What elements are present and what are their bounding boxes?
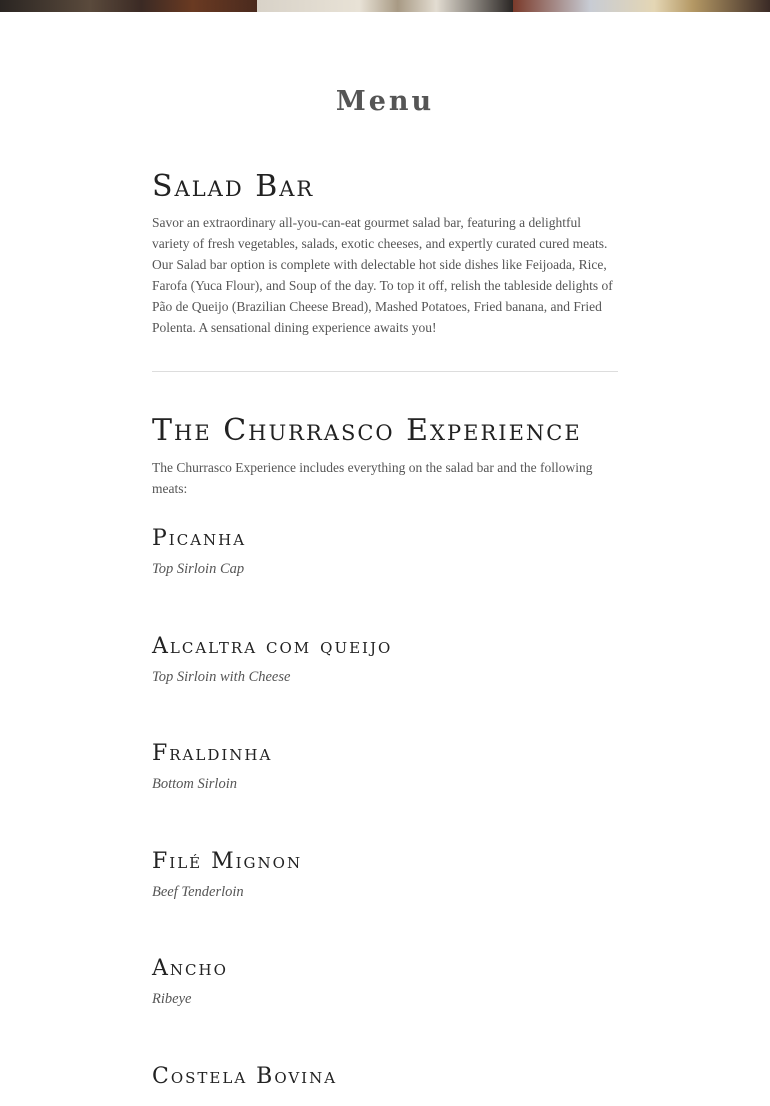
meat-item [152,633,618,741]
meat-item-description: Top Sirloin Cap [152,561,245,577]
food-photo-1 [0,0,257,12]
meat-item [152,955,618,1063]
salad-bar-description: Savor an extraordinary all-you-can-eat gourmet salad bar, featuring a delightful variety of fresh vegetables, salads, exotic cheeses, and expertly curated cured meats. Our Salad bar option is complete with delectable hot side dishes like Feijoada, Rice, Farofa (Yuca Flour), and Soup of the day. To top it off, relish the tableside delights of Pão de Queijo (Brazilian Cheese Bread), Mashed Potatoes, Fried banana, and Fried Polenta. A sensational dining experience awaits you! [152,215,613,335]
section-divider [152,371,618,372]
meat-item-description: Beef Tenderloin [152,883,244,900]
meat-item [152,740,618,848]
meat-item-name: Fraldinha [152,741,273,766]
churrasco-section [152,412,618,1106]
food-photo-3 [513,0,770,12]
food-photo-2 [257,0,514,12]
salad-bar-section [152,168,618,338]
churrasco-heading: The Churrasco Experience [152,413,582,448]
meat-item-description: Top Sirloin with Cheese [152,668,291,685]
meat-item-name: Picanha [152,526,247,551]
menu-title: Menu [335,86,435,117]
meat-item [152,1063,618,1106]
header-photo-strip [0,0,770,12]
meat-item-name: Filé Mignon [152,848,303,874]
meat-item-name: Ancho [152,956,228,981]
churrasco-description: The Churrasco Experience includes everything on the salad bar and the following meats: [152,460,593,496]
meat-list [152,525,618,1106]
salad-bar-heading: Salad Bar [152,169,315,204]
meat-item-description: Ribeye [152,991,192,1007]
meat-item-name: Costela Bovina [152,1063,338,1089]
meat-item-name: Alcaltra com queijo [152,633,393,659]
menu-content [152,168,618,1106]
meat-item-description: Bottom Sirloin [152,776,237,792]
meat-item [152,525,618,633]
meat-item [152,848,618,956]
